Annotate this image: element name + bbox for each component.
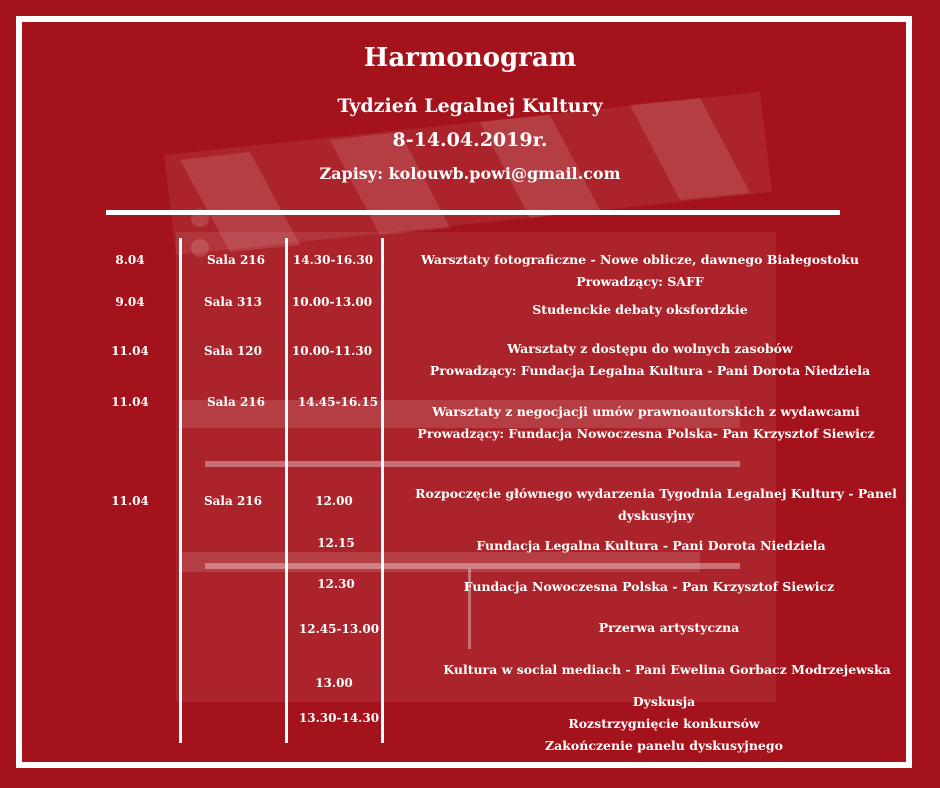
row-time: 14.30-16.30 — [292, 253, 374, 267]
row-event-line: Prowadzący: SAFF — [576, 274, 704, 289]
row-time: 12.00 — [315, 494, 353, 508]
row-date: 11.04 — [111, 395, 149, 409]
page-title: Harmonogram — [363, 43, 577, 73]
row-date: 9.04 — [115, 295, 145, 309]
panel-text: Fundacja Legalna Kultura - Pani Dorota Niedziela — [476, 538, 826, 553]
panel-time: 12.45-13.00 — [298, 622, 380, 636]
header-divider — [106, 210, 840, 215]
row-room: Sala 216 — [206, 395, 265, 409]
column-divider-2 — [285, 238, 288, 743]
panel-text: Przerwa artystyczna — [598, 620, 740, 635]
row-room: Sala 120 — [203, 344, 262, 358]
row-event-line: Prowadzący: Fundacja Legalna Kultura - Pani Dorota Niedziela — [429, 363, 871, 378]
panel-text: Kultura w social mediach - Pani Ewelina Gorbacz Modrzejewska — [443, 662, 891, 677]
row-time: 14.45-16.15 — [297, 395, 379, 409]
panel-time: 12.30 — [317, 577, 355, 591]
panel-time: 13.30-14.30 — [298, 711, 380, 725]
row-event-line: Studenckie debaty oksfordzkie — [532, 302, 748, 317]
closing-line: Rozstrzygnięcie konkursów — [568, 716, 760, 731]
row-room: Sala 216 — [203, 494, 262, 508]
column-divider-3 — [381, 238, 384, 743]
row-room: Sala 313 — [203, 295, 262, 309]
event-dates: 8-14.04.2019r. — [392, 129, 548, 151]
row-event-line: Warsztaty fotograficzne - Nowe oblicze, dawnego Białegostoku — [420, 252, 859, 267]
closing-line: Zakończenie panelu dyskusyjnego — [545, 738, 783, 753]
panel-text: Dyskusja — [632, 694, 696, 709]
row-date: 11.04 — [111, 494, 149, 508]
column-divider-1 — [179, 238, 182, 743]
row-date: 11.04 — [111, 344, 149, 358]
row-date: 8.04 — [115, 253, 145, 267]
row-event-line: dyskusyjny — [618, 508, 694, 523]
row-event-line: Warsztaty z dostępu do wolnych zasobów — [507, 341, 793, 356]
row-event-line: Warsztaty z negocjacji umów prawnoautorskich z wydawcami — [432, 404, 860, 419]
row-room: Sala 216 — [206, 253, 265, 267]
page-subtitle: Tydzień Legalnej Kultury — [337, 95, 603, 117]
row-time: 10.00-13.00 — [291, 295, 373, 309]
panel-text: Fundacja Nowoczesna Polska - Pan Krzysztof Siewicz — [463, 579, 835, 594]
signup-email: Zapisy: kolouwb.powi@gmail.com — [319, 164, 621, 183]
panel-time: 13.00 — [315, 676, 353, 690]
row-event-line: Prowadzący: Fundacja Nowoczesna Polska- Pan Krzysztof Siewicz — [417, 426, 875, 441]
row-event-line: Rozpoczęcie głównego wydarzenia Tygodnia Legalnej Kultury - Panel — [415, 486, 897, 501]
row-time: 10.00-11.30 — [291, 344, 373, 358]
panel-time: 12.15 — [317, 536, 355, 550]
